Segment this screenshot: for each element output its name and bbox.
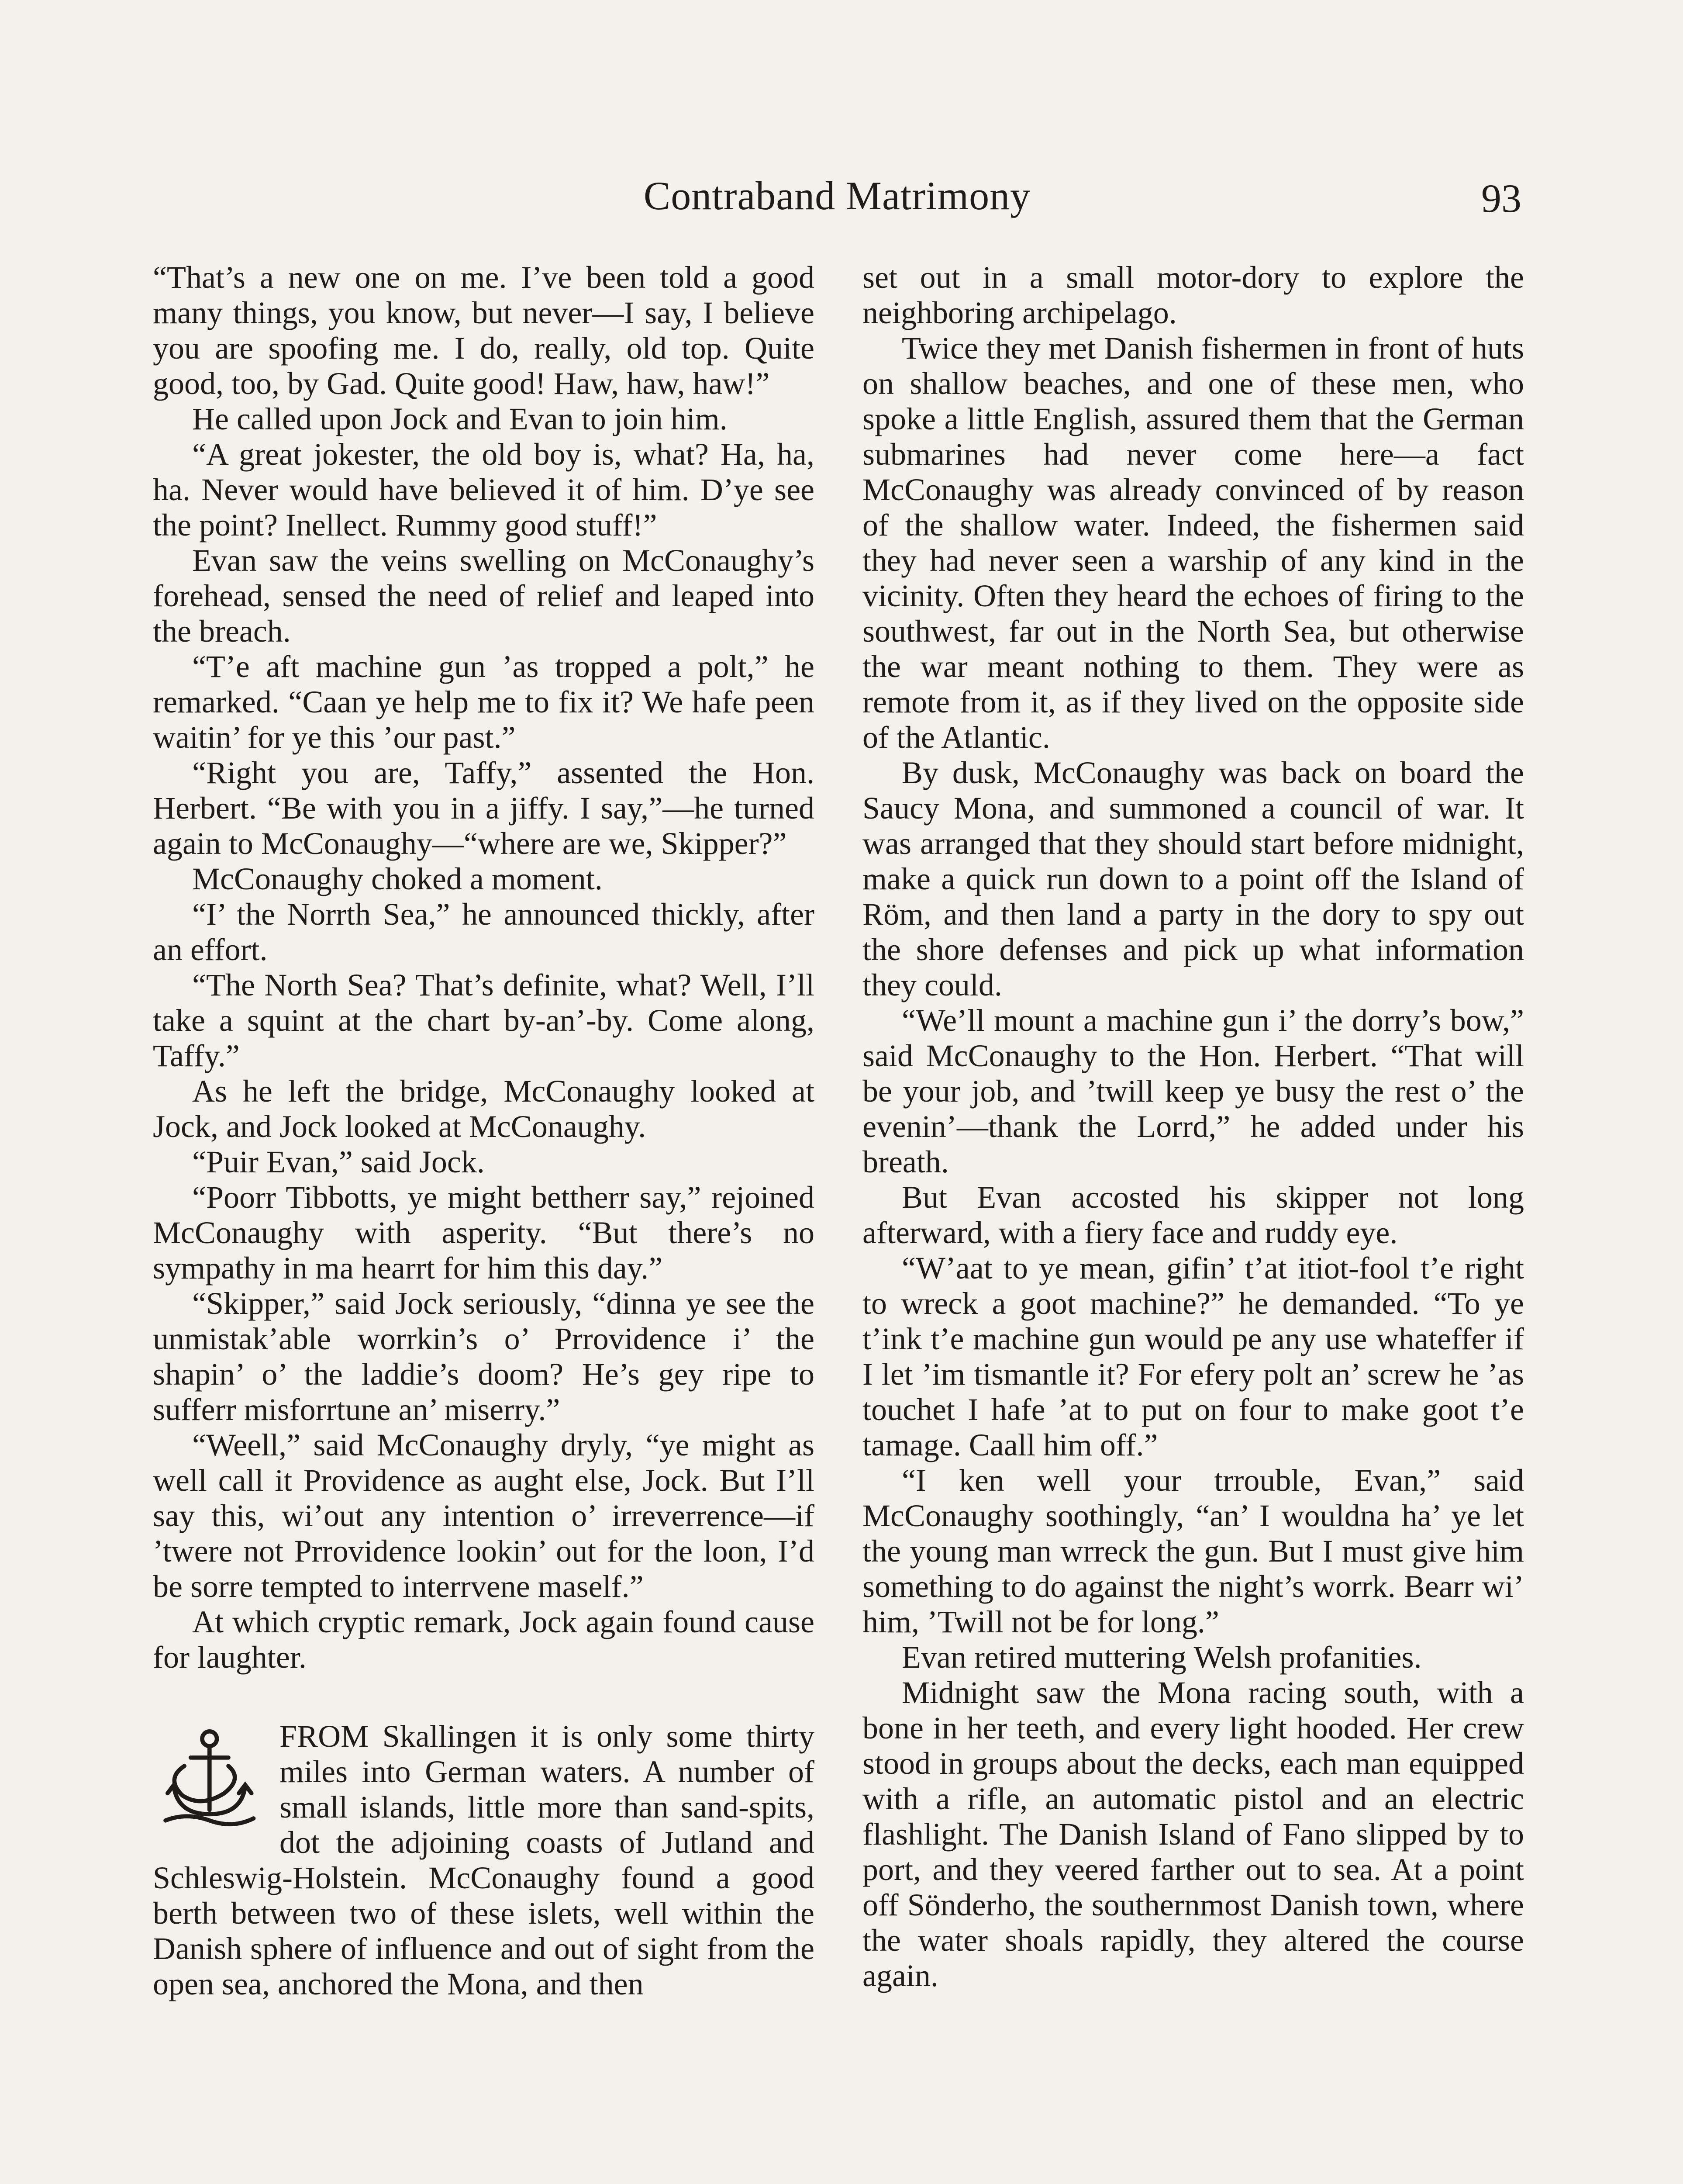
paragraph: “Skipper,” said Jock seriously, “dinna ye see the unmistak’able worrkin’s o’ Prrovidence i’ the shapin’ o’ the laddie’s doom? He’s gey ripe to sufferr misforrtune an’ miserry.” [153, 1286, 814, 1427]
section-text: FROM Skallingen it is only some thirty miles into German waters. A number of small islands, little more than sand-spits, dot the adjoining coasts of Jutland and Schleswig-Holstein. McConaughy found a good berth between two of these islets, well within the Danish sphere of influence and out of sight from the open sea, anchored the Mona, and then [153, 1719, 814, 2001]
paragraph: “Poorr Tibbotts, ye might bettherr say,” rejoined McConaughy with asperity. “But there’s no sympathy in ma hearrt for him this day.” [153, 1180, 814, 1286]
running-head: Contraband Matrimony [643, 173, 1031, 218]
paragraph: “I’ the Norrth Sea,” he announced thickly, after an effort. [153, 897, 814, 967]
paragraph: set out in a small motor-dory to explore the neighboring archipelago. [862, 260, 1524, 330]
page-number: 93 [1481, 176, 1521, 221]
paragraph: “Puir Evan,” said Jock. [192, 1144, 485, 1179]
paragraph: “Right you are, Taffy,” assented the Hon. Herbert. “Be with you in a jiffy. I say,”—he turned again to McConaughy—“where are we, Skipper?” [153, 755, 814, 861]
anchor-icon [153, 1724, 262, 1829]
paragraph: “The North Sea? That’s definite, what? Well, I’ll take a squint at the chart by-an’-by. Come along, Taffy.” [153, 968, 814, 1073]
paragraph: Twice they met Danish fishermen in front of huts on shallow beaches, and one of these men, who spoke a little English, assured them that the German submarines had never come here—a fact McConaughy was already convinced of by reason of the shallow water. Indeed, the fishermen said they had never seen a warship of any kind in the vicinity. Often they heard the echoes of firing to the southwest, far out in the North Sea, but otherwise the war meant nothing to them. They were as remote from it, as if they lived on the opposite side of the Atlantic. [862, 331, 1524, 755]
paragraph: Evan saw the veins swelling on McConaughy’s forehead, sensed the need of relief and leaped into the breach. [153, 543, 814, 649]
left-column [153, 260, 814, 2002]
paragraph: “Weell,” said McConaughy dryly, “ye might as well call it Providence as aught else, Jock. But I’ll say this, wi’out any intention o’ irreverrence—if ’twere not Prrovidence lookin’ out for the loon, I’d be sorre tempted to interrvene maself.” [153, 1427, 814, 1604]
paragraph: “W’aat to ye mean, gifin’ t’at itiot-fool t’e right to wreck a goot machine?” he demanded. “To ye t’ink t’e machine gun would pe any use whateffer if I let ’im tismantle it? For efery polt an’ screw he ’as touchet I hafe ’at to put on four to make goot t’e tamage. Caall him off.” [862, 1251, 1524, 1462]
paragraph: But Evan accosted his skipper not long afterward, with a fiery face and ruddy eye. [862, 1180, 1524, 1250]
paragraph: “That’s a new one on me. I’ve been told a good many things, you know, but never—I say, I believe you are spoofing me. I do, really, old top. Quite good, too, by Gad. Quite good! Haw, haw, haw!” [153, 260, 814, 401]
paragraph: He called upon Jock and Evan to join him. [192, 401, 728, 436]
paragraph: At which cryptic remark, Jock again found cause for laughter. [153, 1604, 814, 1675]
paragraph: “T’e aft machine gun ’as tropped a polt,” he remarked. “Caan ye help me to fix it? We hafe peen waitin’ for ye this ’our past.” [153, 649, 814, 755]
paragraph: As he left the bridge, McConaughy looked at Jock, and Jock looked at McConaughy. [153, 1074, 814, 1144]
paragraph: By dusk, McConaughy was back on board the Saucy Mona, and summoned a council of war. It was arranged that they should start before midnight, make a quick run down to a point off the Island of Röm, and then land a party in the dory to spy out the shore defenses and pick up what information they could. [862, 755, 1524, 1002]
paragraph: “We’ll mount a machine gun i’ the dorry’s bow,” said McConaughy to the Hon. Herbert. “That will be your job, and ’twill keep ye busy the rest o’ the evenin’—thank the Lorrd,” he added under his breath. [862, 1003, 1524, 1179]
paragraph: Midnight saw the Mona racing south, with a bone in her teeth, and every light hooded. Her crew stood in groups about the decks, each man equipped with a rifle, an automatic pistol and an electric flashlight. The Danish Island of Fano slipped by to port, and they veered farther out to sea. At a point off Sönderho, the southernmost Danish town, where the water shoals rapidly, they altered the course again. [862, 1675, 1524, 1993]
paragraph: “I ken well your trrouble, Evan,” said McConaughy soothingly, “an’ I wouldna ha’ ye let the young man wrreck the gun. But I must give him something to do against the night’s worrk. Bearr wi’ him, ’Twill not be for long.” [862, 1463, 1524, 1639]
paragraph: McConaughy choked a moment. [192, 861, 603, 896]
right-column [862, 260, 1524, 1994]
paragraph: “A great jokester, the old boy is, what? Ha, ha, ha. Never would have believed it of him. D’ye see the point? Inellect. Rummy good stuff!” [153, 437, 814, 543]
section-break-paragraph [153, 1719, 814, 2002]
paragraph: Evan retired muttering Welsh profanities. [902, 1640, 1422, 1675]
page-header [153, 173, 1521, 225]
